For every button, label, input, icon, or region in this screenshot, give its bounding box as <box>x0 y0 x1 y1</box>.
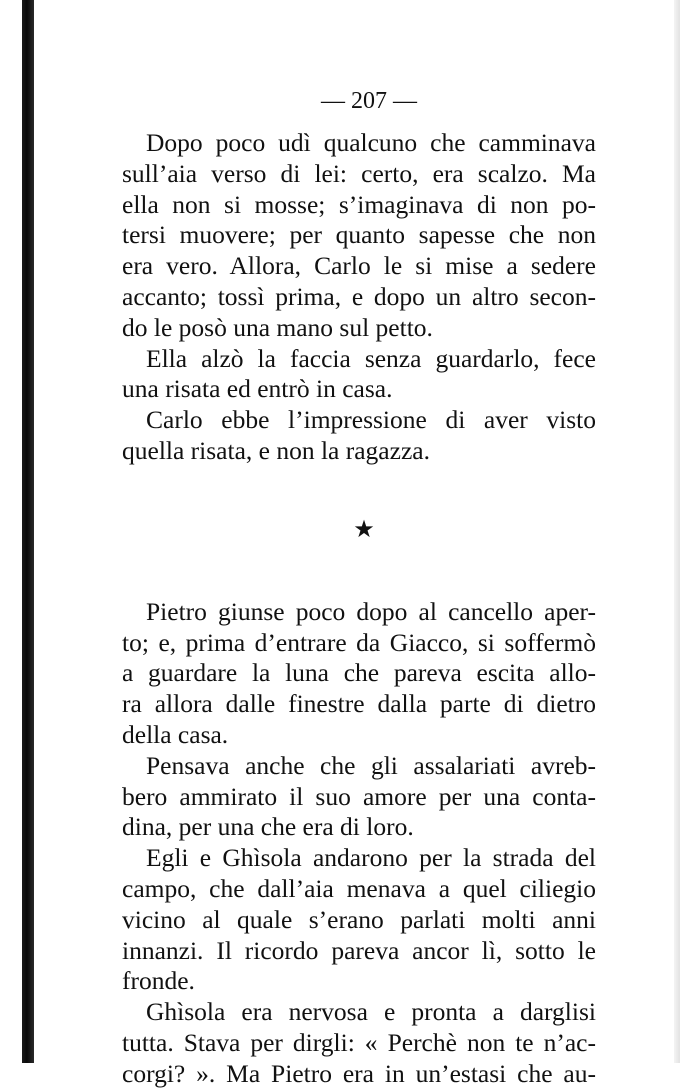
text-line: Pietro giunse poco dopo al cancello aper- <box>146 596 596 626</box>
section-2 <box>122 597 596 1090</box>
section-gap <box>122 467 596 515</box>
text-line: Egli e Ghìsola andarono per la strada del <box>146 843 596 873</box>
text-line: campo, che dall’aia menava a quel ciliegio <box>122 873 596 903</box>
paragraph <box>122 405 596 467</box>
text-block <box>122 84 596 1090</box>
star-ornament: ★ <box>353 516 375 543</box>
text-line: to; e, prima d’entrare da Giacco, si soffermò <box>122 627 596 657</box>
paragraph <box>122 751 596 843</box>
text-line: Ghìsola era nervosa e pronta a darglisi <box>146 997 596 1027</box>
text-line: quella risata, e non la ragazza. <box>122 435 430 465</box>
paragraph <box>122 997 596 1089</box>
text-line: Carlo ebbe l’impressione di aver visto <box>146 405 596 435</box>
text-line: era vero. Allora, Carlo le si mise a sedere <box>122 251 596 281</box>
text-line: accanto; tossì prima, e dopo un altro secon- <box>122 281 596 311</box>
text-line: a guardare la luna che pareva escita allo- <box>122 658 596 688</box>
text-line: corgi? ». Ma Pietro era in un’estasi che au- <box>122 1058 596 1088</box>
text-line: tutta. Stava per dirgli: « Perchè non te n’ac- <box>122 1027 596 1057</box>
paragraph <box>122 344 596 406</box>
header-gap <box>122 118 596 128</box>
page-number: — 207 — <box>321 88 417 114</box>
text-line: innanzi. Il ricordo pareva ancor lì, sotto le <box>122 935 596 965</box>
text-line: fronde. <box>122 966 195 996</box>
text-line: Ella alzò la faccia senza guardarlo, fece <box>146 343 596 373</box>
text-line: una risata ed entrò in casa. <box>122 374 393 404</box>
text-line: bero ammirato il suo amore per una conta- <box>122 781 596 811</box>
text-line: sull’aia verso di lei: certo, era scalzo. Ma <box>122 158 596 188</box>
text-line: ra allora dalle finestre dalla parte di dietro <box>122 689 596 719</box>
text-line: tersi muovere; per quanto sapesse che non <box>122 220 596 250</box>
text-line: do le posò una mano sul petto. <box>122 312 433 342</box>
text-line: della casa. <box>122 719 229 749</box>
text-line: vicino al quale s’erano parlati molti anni <box>122 904 596 934</box>
text-line: ella non si mosse; s’imaginava di non po- <box>122 189 596 219</box>
section-1 <box>122 128 596 467</box>
binding-shadow <box>22 0 34 1063</box>
paragraph <box>122 843 596 997</box>
section-gap <box>122 545 596 597</box>
paragraph <box>122 597 596 751</box>
paragraph <box>122 128 596 344</box>
page-edge-right <box>674 0 680 1063</box>
text-line: dina, per una che era di loro. <box>122 812 414 842</box>
text-line: Pensava anche che gli assalariati avreb- <box>146 750 596 780</box>
text-line: Dopo poco udì qualcuno che camminava <box>146 128 596 157</box>
page-margin-left <box>0 0 22 1063</box>
